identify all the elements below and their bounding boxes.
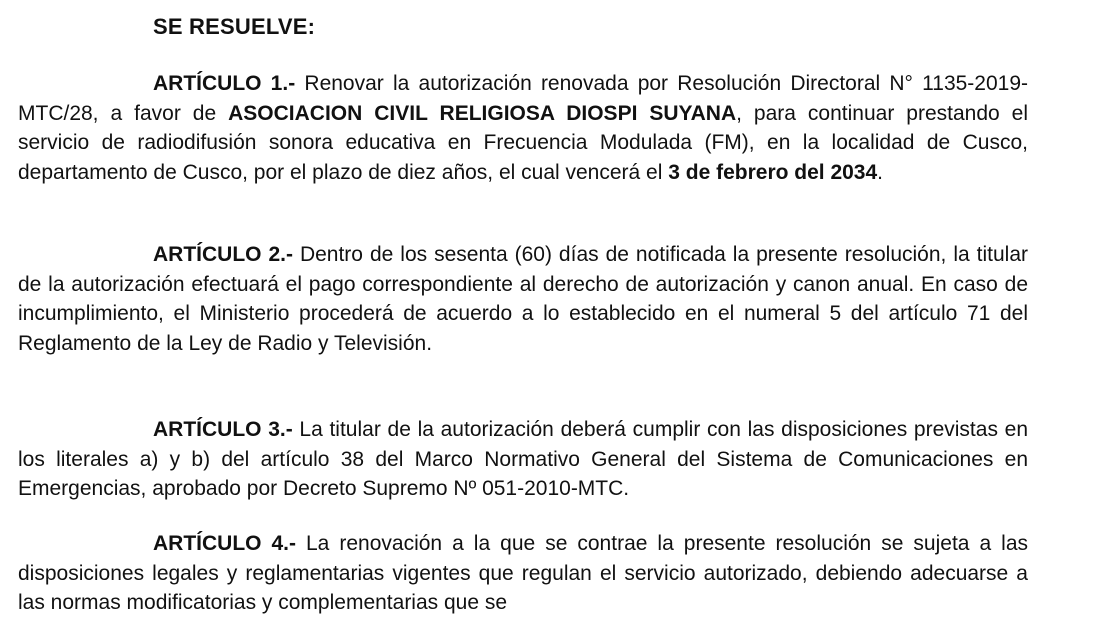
article-3-text: La titular de la autorización deberá cumplir con las disposiciones previstas en los literales a) y b) del artículo 38 del Marco Normativo General del Sistema de Comunicaciones en Emergencias, aprobado por Decreto Supremo Nº 051-2010-MTC. — [18, 418, 1029, 500]
article-2 — [18, 240, 1028, 358]
beneficiary-name: ASOCIACION CIVIL RELIGIOSA DIOSPI SUYANA — [228, 101, 737, 125]
article-2-text: Dentro de los sesenta (60) días de notificada la presente resolución, la titular de la autorización efectuará el pago correspondiente al derecho de autorización y canon anual. En caso de incumplimiento, el Ministerio procederá de acuerdo a lo establecido en el numeral 5 del artículo 71 del Reglamento de la Ley de Radio y Televisión. — [18, 243, 1028, 355]
article-3-label: ARTÍCULO 3.- — [153, 418, 293, 441]
article-4-label: ARTÍCULO 4.- — [153, 532, 296, 555]
article-1-text: Renovar la autorización renovada por Resolución Directoral N° 1135-2019-MTC/28, a favor de — [18, 72, 1029, 125]
article-1-text-cont: , para continuar prestando el servicio de radiodifusión sonora educativa en Frecuencia Modulada (FM), en la localidad de Cusco, departamento de Cusco, por el plazo de diez años, el cual vencerá el — [18, 101, 1029, 184]
expiry-date: 3 de febrero del 2034 — [668, 160, 878, 184]
article-3 — [18, 415, 1028, 504]
article-1-end: . — [877, 160, 884, 184]
article-2-label: ARTÍCULO 2.- — [153, 243, 293, 266]
article-1 — [18, 69, 1028, 187]
article-4 — [18, 529, 1028, 618]
section-heading: SE RESUELVE: — [153, 14, 316, 39]
article-4-text: La renovación a la que se contrae la presente resolución se sujeta a las disposiciones legales y reglamentarias vigentes que regulan el servicio autorizado, debiendo adecuarse a las normas modificatorias y complementarias que se — [18, 532, 1028, 614]
article-1-label: ARTÍCULO 1.- — [153, 72, 296, 95]
